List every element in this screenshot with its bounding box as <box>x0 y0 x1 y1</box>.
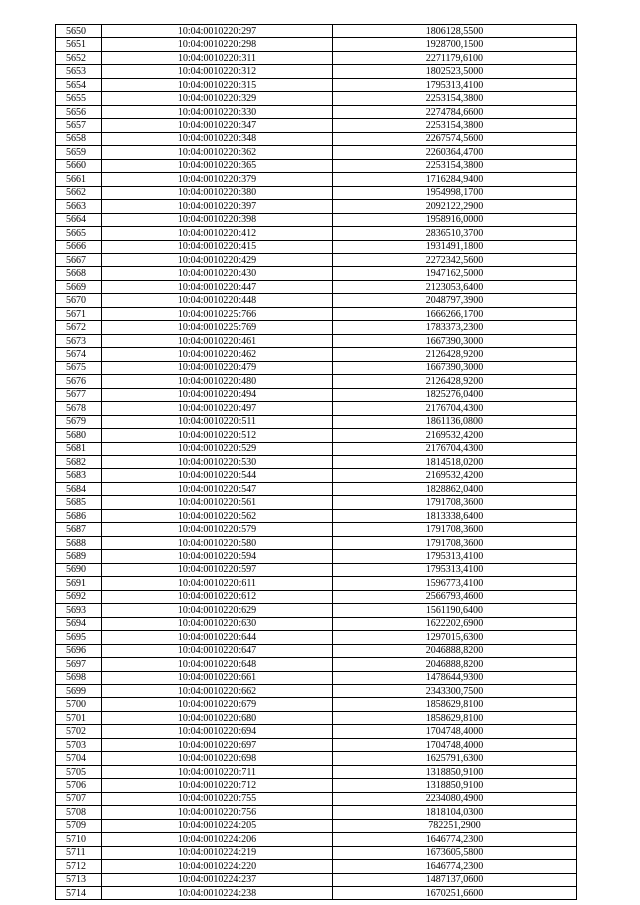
row-number-cell: 5652 <box>56 51 102 64</box>
row-number-cell: 5709 <box>56 819 102 832</box>
cadastral-number-cell: 10:04:0010220:497 <box>102 402 333 415</box>
value-cell: 1954998,1700 <box>333 186 577 199</box>
row-number-cell: 5684 <box>56 482 102 495</box>
table-row <box>56 631 577 644</box>
cadastral-number-cell: 10:04:0010220:530 <box>102 456 333 469</box>
value-cell: 2253154,3800 <box>333 119 577 132</box>
value-cell: 1802523,5000 <box>333 65 577 78</box>
cadastral-number-cell: 10:04:0010220:330 <box>102 105 333 118</box>
table-row <box>56 779 577 792</box>
value-cell: 2260364,4700 <box>333 146 577 159</box>
table-row <box>56 550 577 563</box>
table-row <box>56 725 577 738</box>
cadastral-number-cell: 10:04:0010220:756 <box>102 806 333 819</box>
cadastral-number-cell: 10:04:0010220:579 <box>102 523 333 536</box>
value-cell: 1667390,3000 <box>333 361 577 374</box>
row-number-cell: 5658 <box>56 132 102 145</box>
cadastral-number-cell: 10:04:0010220:594 <box>102 550 333 563</box>
row-number-cell: 5696 <box>56 644 102 657</box>
cadastral-number-cell: 10:04:0010220:412 <box>102 227 333 240</box>
table-row <box>56 738 577 751</box>
value-cell: 2169532,4200 <box>333 429 577 442</box>
cadastral-number-cell: 10:04:0010220:398 <box>102 213 333 226</box>
value-cell: 1795313,4100 <box>333 563 577 576</box>
row-number-cell: 5701 <box>56 711 102 724</box>
cadastral-number-cell: 10:04:0010220:712 <box>102 779 333 792</box>
value-cell: 1625791,6300 <box>333 752 577 765</box>
row-number-cell: 5669 <box>56 280 102 293</box>
row-number-cell: 5703 <box>56 738 102 751</box>
row-number-cell: 5666 <box>56 240 102 253</box>
value-cell: 2176704,4300 <box>333 442 577 455</box>
value-cell: 1318850,9100 <box>333 765 577 778</box>
row-number-cell: 5660 <box>56 159 102 172</box>
cadastral-number-cell: 10:04:0010220:648 <box>102 658 333 671</box>
row-number-cell: 5680 <box>56 429 102 442</box>
row-number-cell: 5651 <box>56 38 102 51</box>
value-cell: 2234080,4900 <box>333 792 577 805</box>
table-row <box>56 25 577 38</box>
value-cell: 1783373,2300 <box>333 321 577 334</box>
row-number-cell: 5657 <box>56 119 102 132</box>
row-number-cell: 5677 <box>56 388 102 401</box>
table-row <box>56 819 577 832</box>
value-cell: 1487137,0600 <box>333 873 577 886</box>
row-number-cell: 5689 <box>56 550 102 563</box>
table-row <box>56 38 577 51</box>
row-number-cell: 5700 <box>56 698 102 711</box>
table-row <box>56 92 577 105</box>
table-row <box>56 227 577 240</box>
value-cell: 1858629,8100 <box>333 698 577 711</box>
table-row <box>56 321 577 334</box>
row-number-cell: 5699 <box>56 684 102 697</box>
value-cell: 1814518,0200 <box>333 456 577 469</box>
value-cell: 1791708,3600 <box>333 536 577 549</box>
row-number-cell: 5670 <box>56 294 102 307</box>
table-row <box>56 482 577 495</box>
value-cell: 2267574,5600 <box>333 132 577 145</box>
cadastral-number-cell: 10:04:0010220:680 <box>102 711 333 724</box>
row-number-cell: 5650 <box>56 25 102 38</box>
cadastral-number-cell: 10:04:0010220:529 <box>102 442 333 455</box>
table-row <box>56 509 577 522</box>
table-row <box>56 294 577 307</box>
value-cell: 1928700,1500 <box>333 38 577 51</box>
cadastral-number-cell: 10:04:0010220:415 <box>102 240 333 253</box>
table-row <box>56 65 577 78</box>
cadastral-number-cell: 10:04:0010220:580 <box>102 536 333 549</box>
cadastral-number-cell: 10:04:0010224:220 <box>102 860 333 873</box>
table-row <box>56 200 577 213</box>
row-number-cell: 5708 <box>56 806 102 819</box>
row-number-cell: 5707 <box>56 792 102 805</box>
table-row <box>56 51 577 64</box>
cadastral-number-cell: 10:04:0010220:662 <box>102 684 333 697</box>
table-row <box>56 213 577 226</box>
value-cell: 1818104,0300 <box>333 806 577 819</box>
cadastral-number-cell: 10:04:0010225:766 <box>102 307 333 320</box>
table-row <box>56 806 577 819</box>
table-row <box>56 253 577 266</box>
value-cell: 1813338,6400 <box>333 509 577 522</box>
row-number-cell: 5713 <box>56 873 102 886</box>
cadastral-number-cell: 10:04:0010220:429 <box>102 253 333 266</box>
row-number-cell: 5698 <box>56 671 102 684</box>
table-row <box>56 307 577 320</box>
value-cell: 1795313,4100 <box>333 78 577 91</box>
value-cell: 2253154,3800 <box>333 92 577 105</box>
value-cell: 1931491,1800 <box>333 240 577 253</box>
table-row <box>56 173 577 186</box>
table-row <box>56 536 577 549</box>
table-row <box>56 496 577 509</box>
table-row <box>56 267 577 280</box>
value-cell: 1667390,3000 <box>333 334 577 347</box>
row-number-cell: 5691 <box>56 577 102 590</box>
row-number-cell: 5673 <box>56 334 102 347</box>
value-cell: 2126428,9200 <box>333 375 577 388</box>
value-cell: 1947162,5000 <box>333 267 577 280</box>
table-row <box>56 132 577 145</box>
table-row <box>56 361 577 374</box>
table-row <box>56 240 577 253</box>
cadastral-number-cell: 10:04:0010220:312 <box>102 65 333 78</box>
value-cell: 1666266,1700 <box>333 307 577 320</box>
table-row <box>56 146 577 159</box>
value-cell: 1806128,5500 <box>333 25 577 38</box>
value-cell: 1828862,0400 <box>333 482 577 495</box>
table-row <box>56 375 577 388</box>
table-row <box>56 873 577 886</box>
cadastral-number-cell: 10:04:0010220:629 <box>102 604 333 617</box>
value-cell: 2272342,5600 <box>333 253 577 266</box>
cadastral-number-cell: 10:04:0010220:298 <box>102 38 333 51</box>
row-number-cell: 5667 <box>56 253 102 266</box>
cadastral-number-cell: 10:04:0010220:679 <box>102 698 333 711</box>
value-cell: 1716284,9400 <box>333 173 577 186</box>
table-row <box>56 388 577 401</box>
cadastral-number-cell: 10:04:0010220:311 <box>102 51 333 64</box>
cadastral-number-cell: 10:04:0010220:630 <box>102 617 333 630</box>
row-number-cell: 5690 <box>56 563 102 576</box>
cadastral-number-cell: 10:04:0010220:562 <box>102 509 333 522</box>
cadastral-number-cell: 10:04:0010220:462 <box>102 348 333 361</box>
cadastral-number-cell: 10:04:0010220:380 <box>102 186 333 199</box>
value-cell: 2169532,4200 <box>333 469 577 482</box>
row-number-cell: 5712 <box>56 860 102 873</box>
row-number-cell: 5653 <box>56 65 102 78</box>
table-row <box>56 792 577 805</box>
table-row <box>56 658 577 671</box>
table-row <box>56 523 577 536</box>
row-number-cell: 5695 <box>56 631 102 644</box>
cadastral-number-cell: 10:04:0010220:362 <box>102 146 333 159</box>
table-row <box>56 577 577 590</box>
table-row <box>56 456 577 469</box>
row-number-cell: 5661 <box>56 173 102 186</box>
value-cell: 1622202,6900 <box>333 617 577 630</box>
table-row <box>56 105 577 118</box>
value-cell: 1646774,2300 <box>333 833 577 846</box>
cadastral-number-cell: 10:04:0010220:511 <box>102 415 333 428</box>
cadastral-number-cell: 10:04:0010220:611 <box>102 577 333 590</box>
row-number-cell: 5674 <box>56 348 102 361</box>
cadastral-number-cell: 10:04:0010220:461 <box>102 334 333 347</box>
value-cell: 2046888,8200 <box>333 644 577 657</box>
table-row <box>56 846 577 859</box>
table-row <box>56 644 577 657</box>
value-cell: 1297015,6300 <box>333 631 577 644</box>
row-number-cell: 5671 <box>56 307 102 320</box>
value-cell: 782251,2900 <box>333 819 577 832</box>
cadastral-number-cell: 10:04:0010220:348 <box>102 132 333 145</box>
cadastral-number-cell: 10:04:0010220:644 <box>102 631 333 644</box>
value-cell: 2048797,3900 <box>333 294 577 307</box>
cadastral-number-cell: 10:04:0010220:430 <box>102 267 333 280</box>
table-row <box>56 887 577 900</box>
row-number-cell: 5681 <box>56 442 102 455</box>
row-number-cell: 5672 <box>56 321 102 334</box>
row-number-cell: 5656 <box>56 105 102 118</box>
cadastral-number-cell: 10:04:0010224:205 <box>102 819 333 832</box>
cadastral-number-cell: 10:04:0010220:379 <box>102 173 333 186</box>
cadastral-number-cell: 10:04:0010220:347 <box>102 119 333 132</box>
row-number-cell: 5679 <box>56 415 102 428</box>
table-row <box>56 429 577 442</box>
cadastral-number-cell: 10:04:0010220:480 <box>102 375 333 388</box>
row-number-cell: 5704 <box>56 752 102 765</box>
row-number-cell: 5705 <box>56 765 102 778</box>
cadastral-number-cell: 10:04:0010224:219 <box>102 846 333 859</box>
row-number-cell: 5693 <box>56 604 102 617</box>
row-number-cell: 5692 <box>56 590 102 603</box>
table-body <box>56 25 577 900</box>
value-cell: 1958916,0000 <box>333 213 577 226</box>
cadastral-number-cell: 10:04:0010220:547 <box>102 482 333 495</box>
row-number-cell: 5662 <box>56 186 102 199</box>
cadastral-number-cell: 10:04:0010220:329 <box>102 92 333 105</box>
table-row <box>56 469 577 482</box>
table-row <box>56 711 577 724</box>
cadastral-number-cell: 10:04:0010220:512 <box>102 429 333 442</box>
table-row <box>56 833 577 846</box>
row-number-cell: 5665 <box>56 227 102 240</box>
value-cell: 2271179,6100 <box>333 51 577 64</box>
cadastral-number-cell: 10:04:0010224:206 <box>102 833 333 846</box>
row-number-cell: 5655 <box>56 92 102 105</box>
value-cell: 2176704,4300 <box>333 402 577 415</box>
cadastral-number-cell: 10:04:0010220:479 <box>102 361 333 374</box>
row-number-cell: 5676 <box>56 375 102 388</box>
value-cell: 2836510,3700 <box>333 227 577 240</box>
cadastral-number-cell: 10:04:0010220:755 <box>102 792 333 805</box>
row-number-cell: 5697 <box>56 658 102 671</box>
row-number-cell: 5706 <box>56 779 102 792</box>
value-cell: 1596773,4100 <box>333 577 577 590</box>
table-row <box>56 186 577 199</box>
row-number-cell: 5688 <box>56 536 102 549</box>
table-row <box>56 604 577 617</box>
value-cell: 1861136,0800 <box>333 415 577 428</box>
cadastral-number-cell: 10:04:0010220:661 <box>102 671 333 684</box>
row-number-cell: 5664 <box>56 213 102 226</box>
table-row <box>56 402 577 415</box>
cadastral-number-cell: 10:04:0010220:297 <box>102 25 333 38</box>
cadastral-number-cell: 10:04:0010220:365 <box>102 159 333 172</box>
cadastral-number-cell: 10:04:0010220:698 <box>102 752 333 765</box>
value-cell: 2046888,8200 <box>333 658 577 671</box>
row-number-cell: 5711 <box>56 846 102 859</box>
cadastral-number-cell: 10:04:0010220:697 <box>102 738 333 751</box>
cadastral-number-cell: 10:04:0010220:315 <box>102 78 333 91</box>
cadastral-number-cell: 10:04:0010220:612 <box>102 590 333 603</box>
cadastral-number-cell: 10:04:0010220:494 <box>102 388 333 401</box>
table-row <box>56 617 577 630</box>
cadastral-number-cell: 10:04:0010220:544 <box>102 469 333 482</box>
cadastral-number-cell: 10:04:0010220:694 <box>102 725 333 738</box>
row-number-cell: 5668 <box>56 267 102 280</box>
value-cell: 2566793,4600 <box>333 590 577 603</box>
row-number-cell: 5694 <box>56 617 102 630</box>
row-number-cell: 5702 <box>56 725 102 738</box>
cadastral-number-cell: 10:04:0010224:237 <box>102 873 333 886</box>
row-number-cell: 5663 <box>56 200 102 213</box>
cadastral-number-cell: 10:04:0010225:769 <box>102 321 333 334</box>
cadastral-value-table <box>55 24 577 900</box>
table-row <box>56 563 577 576</box>
cadastral-number-cell: 10:04:0010220:397 <box>102 200 333 213</box>
cadastral-number-cell: 10:04:0010220:711 <box>102 765 333 778</box>
table-row <box>56 119 577 132</box>
value-cell: 2253154,3800 <box>333 159 577 172</box>
value-cell: 1791708,3600 <box>333 496 577 509</box>
table-row <box>56 334 577 347</box>
table-row <box>56 671 577 684</box>
table-row <box>56 442 577 455</box>
value-cell: 1795313,4100 <box>333 550 577 563</box>
value-cell: 2274784,6600 <box>333 105 577 118</box>
row-number-cell: 5714 <box>56 887 102 900</box>
table-row <box>56 280 577 293</box>
row-number-cell: 5659 <box>56 146 102 159</box>
cadastral-number-cell: 10:04:0010220:647 <box>102 644 333 657</box>
value-cell: 1673605,5800 <box>333 846 577 859</box>
value-cell: 1825276,0400 <box>333 388 577 401</box>
value-cell: 1646774,2300 <box>333 860 577 873</box>
cadastral-number-cell: 10:04:0010220:597 <box>102 563 333 576</box>
value-cell: 1561190,6400 <box>333 604 577 617</box>
value-cell: 1704748,4000 <box>333 738 577 751</box>
value-cell: 1318850,9100 <box>333 779 577 792</box>
row-number-cell: 5687 <box>56 523 102 536</box>
value-cell: 2092122,2900 <box>333 200 577 213</box>
row-number-cell: 5654 <box>56 78 102 91</box>
value-cell: 1478644,9300 <box>333 671 577 684</box>
table-row <box>56 348 577 361</box>
value-cell: 2123053,6400 <box>333 280 577 293</box>
table-row <box>56 765 577 778</box>
cadastral-number-cell: 10:04:0010224:238 <box>102 887 333 900</box>
value-cell: 1704748,4000 <box>333 725 577 738</box>
table-row <box>56 684 577 697</box>
value-cell: 1670251,6600 <box>333 887 577 900</box>
row-number-cell: 5683 <box>56 469 102 482</box>
row-number-cell: 5686 <box>56 509 102 522</box>
table-row <box>56 860 577 873</box>
table-row <box>56 752 577 765</box>
cadastral-number-cell: 10:04:0010220:561 <box>102 496 333 509</box>
value-cell: 1858629,8100 <box>333 711 577 724</box>
table-row <box>56 415 577 428</box>
table-row <box>56 78 577 91</box>
row-number-cell: 5678 <box>56 402 102 415</box>
table-row <box>56 159 577 172</box>
row-number-cell: 5685 <box>56 496 102 509</box>
cadastral-number-cell: 10:04:0010220:448 <box>102 294 333 307</box>
row-number-cell: 5710 <box>56 833 102 846</box>
cadastral-number-cell: 10:04:0010220:447 <box>102 280 333 293</box>
value-cell: 2343300,7500 <box>333 684 577 697</box>
value-cell: 1791708,3600 <box>333 523 577 536</box>
value-cell: 2126428,9200 <box>333 348 577 361</box>
row-number-cell: 5675 <box>56 361 102 374</box>
table-row <box>56 590 577 603</box>
table-row <box>56 698 577 711</box>
row-number-cell: 5682 <box>56 456 102 469</box>
